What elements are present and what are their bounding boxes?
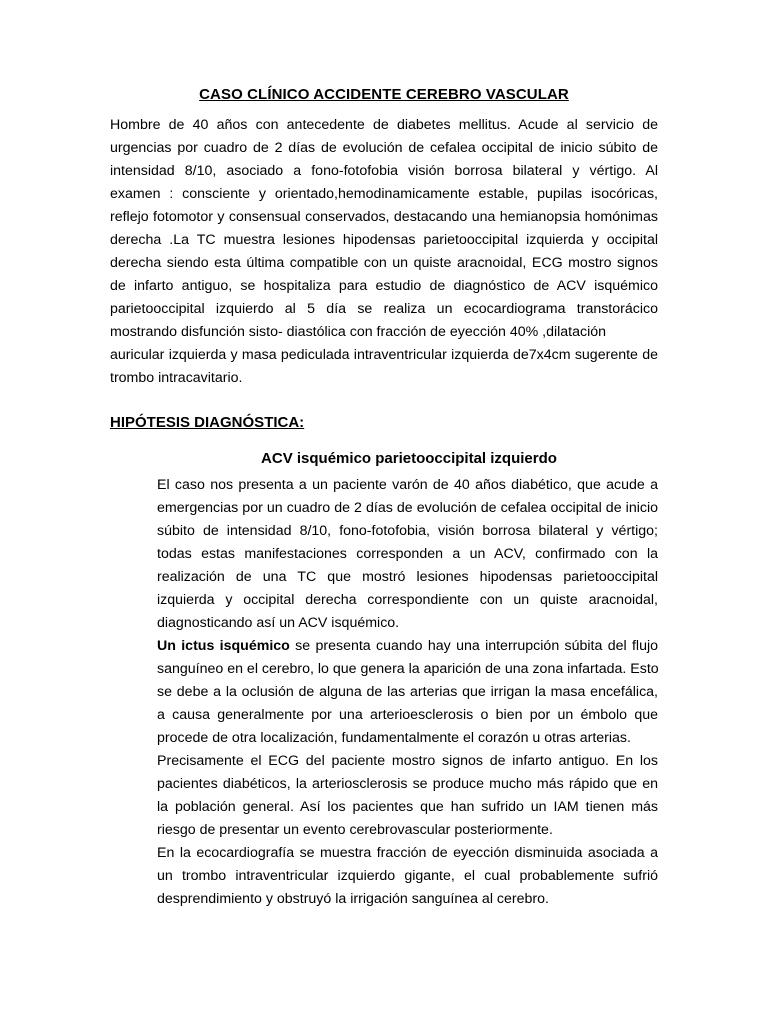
case-line: examen : consciente y orientado,hemodinamicamente estable, pupilas isocóricas, [110,186,658,202]
paragraph-line: a causa generalmente por una arterioesclerosis o bien por un émbolo que [157,707,658,723]
section-heading: HIPÓTESIS DIAGNÓSTICA: [110,414,305,431]
case-line: derecha .La TC muestra lesiones hipodensas parietooccipital izquierda y occipital [110,232,658,248]
paragraph-line: realización de una TC que mostró lesiones hipodensas parietooccipital [157,569,658,585]
case-description [110,114,658,390]
paragraph-line: El caso nos presenta a un paciente varón de 40 años diabético, que acude a [157,477,658,493]
case-line: trombo intracavitario. [110,370,243,386]
case-line: derecha siendo esta última compatible con un quiste aracnoidal, ECG mostro signos [110,255,658,271]
paragraph [157,750,658,842]
paragraph-line [157,635,658,658]
paragraph [157,474,658,635]
case-line: auricular izquierda y masa pediculada intraventricular izquierda de7x4cm sugerente de [110,347,658,363]
bold-term: Un ictus isquémico [157,638,290,654]
paragraph-line: desprendimiento y obstruyó la irrigación sanguínea al cerebro. [157,891,549,907]
paragraph [157,635,658,750]
paragraph-line: En la ecocardiografía se muestra fracción de eyección disminuida asociada a [157,845,658,861]
paragraph-line: súbito de intensidad 8/10, fono-fotofobia, visión borrosa bilateral y vértigo; [157,523,658,539]
paragraph-line: diagnosticando así un ACV isquémico. [157,615,400,631]
paragraph-line: se debe a la oclusión de alguna de las arterias que irrigan la masa encefálica, [157,684,658,700]
paragraph-line: todas estas manifestaciones corresponden a un ACV, confirmado con la [157,546,658,562]
paragraph-line: riesgo de presentar un evento cerebrovascular posteriormente. [157,822,553,838]
case-line: mostrando disfunción sisto- diastólica con fracción de eyección 40% ,dilatación [110,324,607,340]
paragraph-text: se presenta cuando hay una interrupción súbita del flujo [289,638,658,654]
diagnosis-analysis [157,474,658,911]
case-line: Hombre de 40 años con antecedente de diabetes mellitus. Acude al servicio de [110,117,658,133]
paragraph-line: la población general. Así los pacientes que han sufrido un IAM tienen más [157,799,658,815]
case-line: intensidad 8/10, asociado a fono-fotofobia visión borrosa bilateral y vértigo. Al [110,163,658,179]
document-title: CASO CLÍNICO ACCIDENTE CEREBRO VASCULAR [199,86,569,103]
paragraph-line: un trombo intraventricular izquierdo gigante, el cual probablemente sufrió [157,868,658,884]
paragraph-line: procede de otra localización, fundamentalmente el corazón u otras arterias. [157,730,631,746]
case-line: reflejo fotomotor y consensual conservados, destacando una hemianopsia homónimas [110,209,658,225]
paragraph-line: pacientes diabéticos, la arteriosclerosis se produce mucho más rápido que en [157,776,658,792]
case-line: de infarto antiguo, se hospitaliza para estudio de diagnóstico de ACV isquémico [110,278,658,294]
paragraph-line: emergencias por un cuadro de 2 días de evolución de cefalea occipital de inicio [157,500,658,516]
case-line: urgencias por cuadro de 2 días de evolución de cefalea occipital de inicio súbito de [110,140,658,156]
diagnosis-title: ACV isquémico parietooccipital izquierdo [261,450,557,467]
case-line: parietooccipital izquierdo al 5 día se realiza un ecocardiograma transtorácico [110,301,658,317]
paragraph-line: izquierda y occipital derecha correspondiente con un quiste aracnoidal, [157,592,658,608]
paragraph [157,842,658,911]
paragraph-line: Precisamente el ECG del paciente mostro signos de infarto antiguo. En los [157,753,658,769]
paragraph-line: sanguíneo en el cerebro, lo que genera la aparición de una zona infartada. Esto [157,661,659,677]
